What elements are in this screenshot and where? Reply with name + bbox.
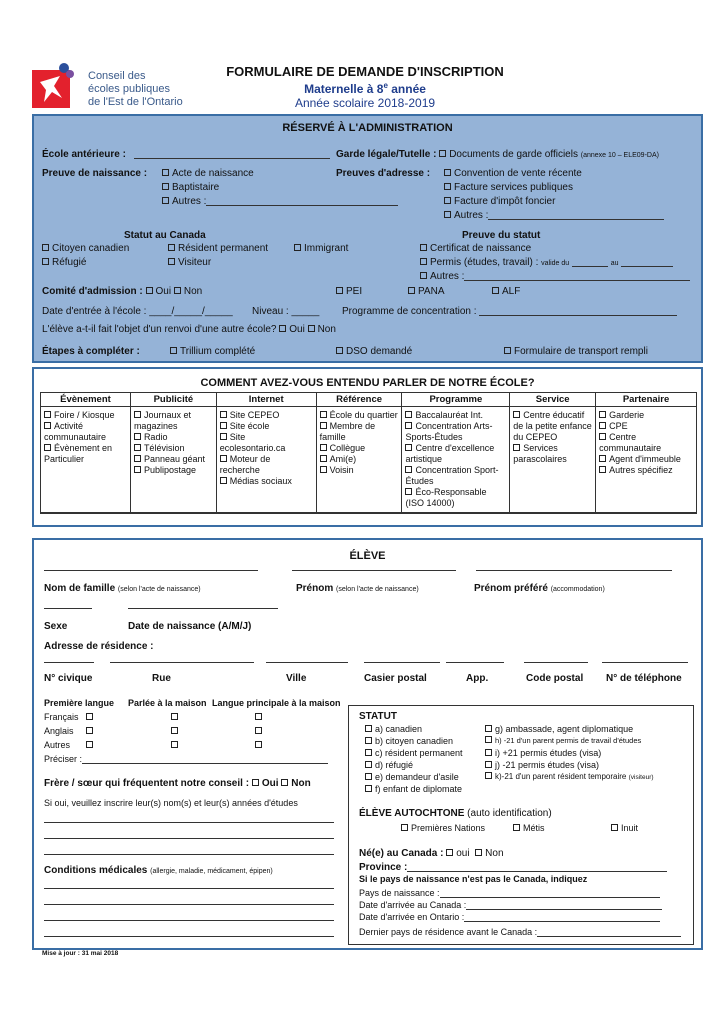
col-header: Évènement: [41, 393, 131, 407]
statut-option[interactable]: d) réfugié: [365, 760, 413, 770]
pays-field[interactable]: Dernier pays de résidence avant le Canada :: [359, 927, 681, 937]
prenom-prefere-label: Prénom préféré (accommodation): [474, 583, 605, 594]
school-year: Année scolaire 2018-2019: [294, 96, 436, 110]
list-item[interactable]: Activité communautaire: [44, 421, 107, 442]
autochtone-heading: ÉLÈVE AUTOCHTONE (auto identification): [359, 808, 552, 819]
list-item[interactable]: École du quartier: [320, 410, 399, 421]
app-field[interactable]: [446, 662, 504, 663]
prenom-field[interactable]: [292, 570, 456, 571]
statut-option[interactable]: h) -21 d'un parent permis de travail d'études: [485, 736, 641, 745]
nom-famille-field[interactable]: [44, 570, 258, 571]
list-item[interactable]: Éco-Responsable (ISO 14000): [405, 487, 487, 508]
prenom-prefere-field[interactable]: [476, 570, 672, 571]
col-evenement: [41, 407, 131, 514]
frere-soeur-question: Frère / sœur qui fréquentent notre conseil : Oui Non: [44, 778, 311, 789]
footer-update: Mise à jour : 31 mai 2018: [42, 950, 119, 957]
conditions-label: Conditions médicales (allergie, maladie, médicament, épipen): [44, 865, 273, 876]
list-item[interactable]: Évènement en Particulier: [44, 443, 113, 464]
civique-field[interactable]: [44, 662, 94, 663]
list-item[interactable]: Panneau géant: [134, 454, 213, 465]
adresse-field-label: Casier postal: [364, 673, 427, 684]
col-header: Service: [510, 393, 596, 407]
statut-option[interactable]: f) enfant de diplomate: [365, 784, 462, 794]
adresse-label: Adresse de résidence :: [44, 641, 154, 652]
langue-row: Anglais: [44, 726, 96, 736]
col-header: Internet: [216, 393, 316, 407]
telephone-field[interactable]: [602, 662, 688, 663]
parlee-checkbox[interactable]: [171, 727, 178, 734]
parlee-checkbox[interactable]: [171, 713, 178, 720]
conditions-line[interactable]: [44, 888, 334, 889]
nom-famille-label: Nom de famille (selon l'acte de naissance): [44, 583, 201, 594]
list-item[interactable]: Concentration Sport-Études: [405, 465, 499, 486]
sexe-field[interactable]: [44, 608, 92, 609]
statut-option[interactable]: Résident permanent: [168, 243, 268, 254]
preuve-statut-option[interactable]: Certificat de naissance: [420, 243, 531, 254]
col-service: [510, 407, 596, 514]
list-item[interactable]: Centre éducatif de la petite enfance du CEPEO: [513, 410, 592, 442]
statut-canada-heading: Statut au Canada: [124, 230, 206, 241]
statut-box: [348, 705, 694, 945]
date-naissance-field[interactable]: [128, 608, 278, 609]
statut-option[interactable]: Citoyen canadien: [42, 243, 129, 254]
list-item[interactable]: Journaux et magazines: [133, 410, 191, 431]
preuve-naissance-label: Preuve de naissance :: [42, 168, 148, 179]
admin-heading: RÉSERVÉ À L'ADMINISTRATION: [282, 122, 453, 134]
statut-option[interactable]: Réfugié: [42, 257, 86, 268]
adresse-field-label: Ville: [286, 673, 307, 684]
col-header: Publicité: [130, 393, 216, 407]
comite-option[interactable]: PANA: [408, 286, 445, 297]
adresse-field-label: N° de téléphone: [606, 673, 682, 684]
referral-section: [32, 367, 703, 527]
statut-heading: STATUT: [359, 711, 397, 722]
list-item[interactable]: Médias sociaux: [220, 476, 313, 487]
ecole-anterieure-label: École antérieure :: [42, 149, 126, 160]
adresse-field-label: Code postal: [526, 673, 584, 684]
langue-row: Autres: [44, 740, 96, 750]
si-pays-note: Si le pays de naissance n'est pas le Canada, indiquez: [359, 874, 588, 884]
preuves-adresse-label: Preuves d'adresse :: [336, 168, 431, 179]
ne-canada-question: Né(e) au Canada : oui Non: [359, 848, 504, 859]
etapes-label: Étapes à compléter :: [42, 346, 140, 357]
statut-option[interactable]: i) +21 permis études (visa): [485, 748, 601, 758]
principale-checkbox[interactable]: [255, 713, 262, 720]
sexe-label: Sexe: [44, 621, 68, 632]
premiere-langue-header: Première langue: [44, 698, 115, 708]
autochtone-option[interactable]: Premières Nations: [401, 823, 485, 833]
list-item[interactable]: Centre communautaire: [599, 432, 662, 453]
adresse-option[interactable]: Facture services publiques: [444, 182, 573, 193]
form-title: FORMULAIRE DE DEMANDE D'INSCRIPTION: [226, 64, 504, 79]
list-item[interactable]: Publipostage: [134, 465, 213, 476]
preuve-statut-option[interactable]: Permis (études, travail) : valide du au: [420, 257, 673, 268]
comite-option[interactable]: ALF: [492, 286, 520, 297]
niveau-field[interactable]: Niveau : _____: [252, 306, 320, 317]
referral-heading: COMMENT AVEZ-VOUS ENTENDU PARLER DE NOTRE ÉCOLE?: [200, 377, 535, 389]
list-item[interactable]: Site ecolesontario.ca: [219, 432, 286, 453]
list-item[interactable]: Moteur de recherche: [219, 454, 271, 475]
list-item[interactable]: Autres spécifiez: [599, 465, 693, 476]
province-field[interactable]: Province :: [359, 862, 667, 873]
conditions-line[interactable]: [44, 904, 334, 905]
adresse-option[interactable]: Convention de vente récente: [444, 168, 582, 179]
rue-field[interactable]: [110, 662, 254, 663]
adresse-field-label: Rue: [152, 673, 171, 684]
conditions-line[interactable]: [44, 920, 334, 921]
statut-option[interactable]: k)-21 d'un parent résident temporaire (visiteur): [485, 772, 654, 781]
statut-option[interactable]: Visiteur: [168, 257, 211, 268]
preuve-statut-option[interactable]: Autres :: [420, 271, 690, 282]
garde-legale: Garde légale/Tutelle : Documents de garde officiels (annexe 10 – ELE09-DA): [336, 149, 659, 160]
col-partenaire: [596, 407, 697, 514]
list-item[interactable]: Garderie: [599, 410, 693, 421]
etape-option[interactable]: DSO demandé: [336, 346, 412, 357]
statut-option[interactable]: b) citoyen canadien: [365, 736, 453, 746]
col-publicite: [130, 407, 216, 514]
adresse-option[interactable]: Facture d'impôt foncier: [444, 196, 555, 207]
principale-checkbox[interactable]: [255, 727, 262, 734]
code-postal-field[interactable]: [524, 662, 588, 663]
list-item[interactable]: Baccalauréat Int.: [405, 410, 506, 421]
list-item[interactable]: Site école: [220, 421, 313, 432]
list-item[interactable]: Membre de famille: [319, 421, 376, 442]
cepeo-logo: [32, 62, 76, 108]
col-header: Partenaire: [596, 393, 697, 407]
form-subtitle: Maternelle à 8e année: [304, 81, 426, 96]
date-entree-field[interactable]: Date d'entrée à l'école : ____/_____/_____: [42, 306, 233, 317]
pays-field[interactable]: Date d'arrivée au Canada :: [359, 900, 662, 910]
ville-field[interactable]: [266, 662, 348, 663]
statut-option[interactable]: a) canadien: [365, 724, 422, 734]
col-internet: [216, 407, 316, 514]
adresse-option[interactable]: Autres :: [444, 210, 664, 221]
preciser-field[interactable]: Préciser :: [44, 754, 328, 764]
etape-option[interactable]: Trillium complété: [170, 346, 255, 357]
list-item[interactable]: Télévision: [134, 443, 213, 454]
organization-name: Conseil des écoles publiques de l'Est de l'Ontario: [88, 70, 183, 108]
list-item[interactable]: Services parascolaires: [513, 443, 567, 464]
list-item[interactable]: Voisin: [320, 465, 399, 476]
ecole-anterieure-field[interactable]: [134, 148, 330, 159]
date-naissance-label: Date de naissance (A/M/J): [128, 621, 252, 632]
list-item[interactable]: Ami(e): [320, 454, 399, 465]
col-header: Référence: [316, 393, 402, 407]
list-item[interactable]: Concentration Arts-Sports-Études: [405, 421, 493, 442]
list-item[interactable]: Collègue: [320, 443, 399, 454]
conditions-line[interactable]: [44, 936, 334, 937]
casier-field[interactable]: [364, 662, 440, 663]
col-header: Programme: [402, 393, 510, 407]
etape-option[interactable]: Formulaire de transport rempli: [504, 346, 648, 357]
si-oui-note: Si oui, veuillez inscrire leur(s) nom(s) et leur(s) années d'études: [44, 798, 298, 808]
fratrie-line[interactable]: [44, 838, 334, 839]
comite-option[interactable]: PEI: [336, 286, 362, 297]
statut-option[interactable]: j) -21 permis études (visa): [485, 760, 599, 770]
eleve-heading: ÉLÈVE: [349, 550, 386, 562]
preuve-statut-heading: Preuve du statut: [462, 230, 541, 241]
naissance-option[interactable]: Acte de naissance: [162, 168, 254, 179]
list-item[interactable]: Site CEPEO: [220, 410, 313, 421]
statut-option[interactable]: e) demandeur d'asile: [365, 772, 459, 782]
prenom-label: Prénom (selon l'acte de naissance): [296, 583, 419, 594]
pays-field[interactable]: Pays de naissance :: [359, 888, 660, 898]
list-item[interactable]: Foire / Kiosque: [44, 410, 127, 421]
adresse-field-label: App.: [466, 673, 489, 684]
renvoi-question: L'élève a-t-il fait l'objet d'un renvoi d'une autre école? Oui Non: [42, 324, 336, 335]
statut-option[interactable]: g) ambassade, agent diplomatique: [485, 724, 633, 734]
col-programme: [402, 407, 510, 514]
naissance-option[interactable]: Baptistaire: [162, 182, 219, 193]
langue-row: Français: [44, 712, 96, 722]
admin-section: [32, 114, 703, 363]
list-item[interactable]: Centre d'excellence artistique: [405, 443, 495, 464]
list-item[interactable]: CPE: [599, 421, 693, 432]
parlee-checkbox[interactable]: [171, 741, 178, 748]
list-item[interactable]: Radio: [134, 432, 213, 443]
parlee-maison-header: Parlée à la maison: [128, 698, 207, 708]
adresse-field-label: N° civique: [44, 673, 93, 684]
col-reference: [316, 407, 402, 514]
naissance-option[interactable]: Autres :: [162, 196, 398, 207]
list-item[interactable]: Agent d'immeuble: [599, 454, 693, 465]
pays-field[interactable]: Date d'arrivée en Ontario :: [359, 912, 660, 922]
langue-principale-header: Langue principale à la maison: [212, 698, 341, 708]
autochtone-option[interactable]: Inuit: [611, 823, 638, 833]
checkbox[interactable]: [439, 150, 446, 157]
programme-concentration[interactable]: Programme de concentration :: [342, 306, 677, 317]
fratrie-line[interactable]: [44, 854, 334, 855]
autochtone-option[interactable]: Métis: [513, 823, 545, 833]
statut-option[interactable]: c) résident permanent: [365, 748, 463, 758]
referral-table: [40, 392, 697, 514]
statut-option[interactable]: Immigrant: [294, 243, 348, 254]
principale-checkbox[interactable]: [255, 741, 262, 748]
fratrie-line[interactable]: [44, 822, 334, 823]
comite-admission: Comité d'admission : Oui Non: [42, 286, 203, 297]
